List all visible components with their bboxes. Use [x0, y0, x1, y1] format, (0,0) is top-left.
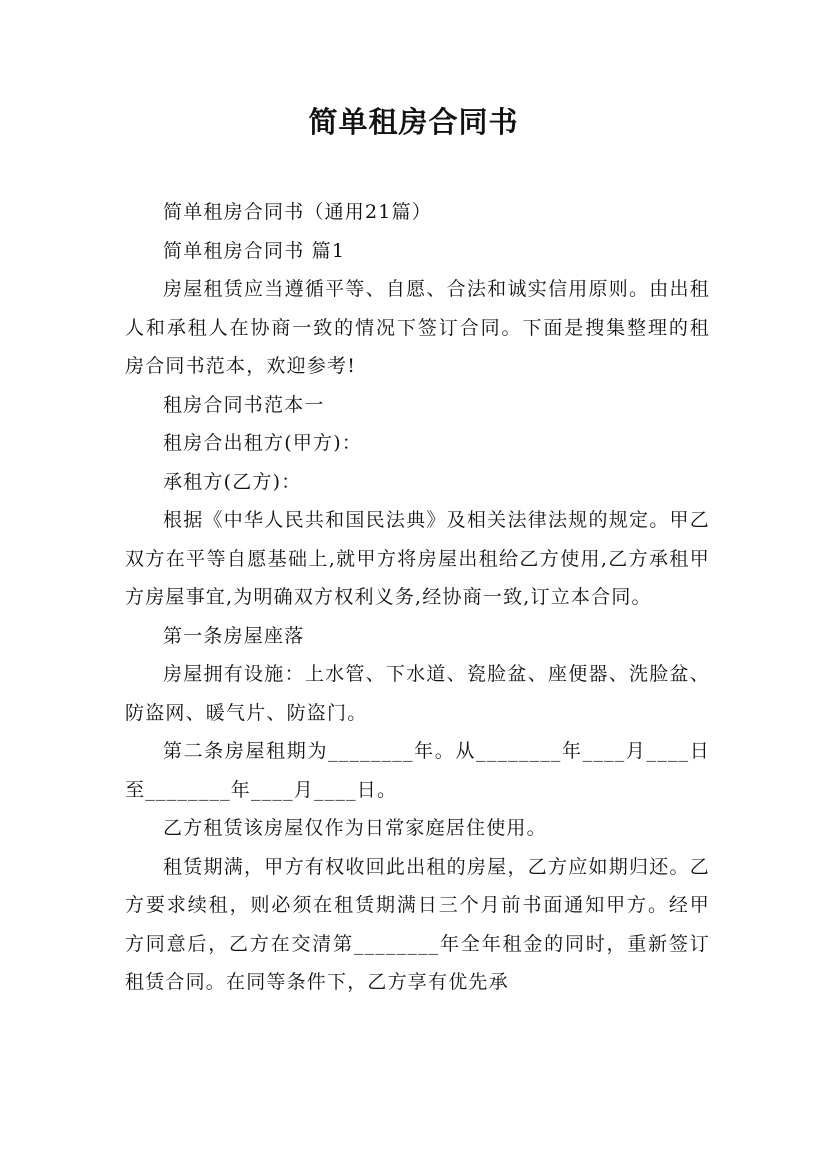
paragraph-renewal: 租赁期满，甲方有权收回此出租的房屋，乙方应如期归还。乙方要求续租，则必须在租赁期满日三个月前书面通知甲方。经甲方同意后，乙方在交清第________年全年租金的同时，重新签订租赁合同。在同等条件下，乙方享有优先承	[125, 855, 710, 993]
paragraph-article-1: 第一条房屋座落	[163, 624, 305, 647]
paragraph-lessor: 租房合出租方(甲方)：	[163, 432, 363, 454]
paragraph-sample-heading: 租房合同书范本一	[163, 393, 325, 416]
paragraph-section-heading: 简单租房合同书 篇1	[163, 239, 346, 262]
paragraph-lessee: 承租方(乙方)：	[163, 470, 302, 493]
paragraph-subtitle: 简单租房合同书（通用21篇）	[163, 201, 432, 223]
paragraph-usage: 乙方租赁该房屋仅作为日常家庭居住使用。	[163, 817, 547, 839]
paragraph-legal-basis: 根据《中华人民共和国民法典》及相关法律法规的规定。甲乙双方在平等自愿基础上,就甲方将房屋出租给乙方使用,乙方承租甲方房屋事宜,为明确双方权利义务,经协商一致,订立本合同。	[125, 509, 710, 608]
paragraph-article-2-term: 第二条房屋租期为________年。从________年____月____日至________年____月____日。	[125, 740, 710, 801]
paragraph-facilities: 房屋拥有设施：上水管、下水道、瓷脸盆、座便器、洗脸盆、防盗网、暖气片、防盗门。	[125, 663, 710, 724]
paragraph-intro: 房屋租赁应当遵循平等、自愿、合法和诚实信用原则。由出租人和承租人在协商一致的情况下签订合同。下面是搜集整理的租房合同书范本，欢迎参考!	[125, 278, 710, 377]
document-title: 简单租房合同书	[308, 105, 519, 139]
document-body	[125, 193, 710, 1002]
